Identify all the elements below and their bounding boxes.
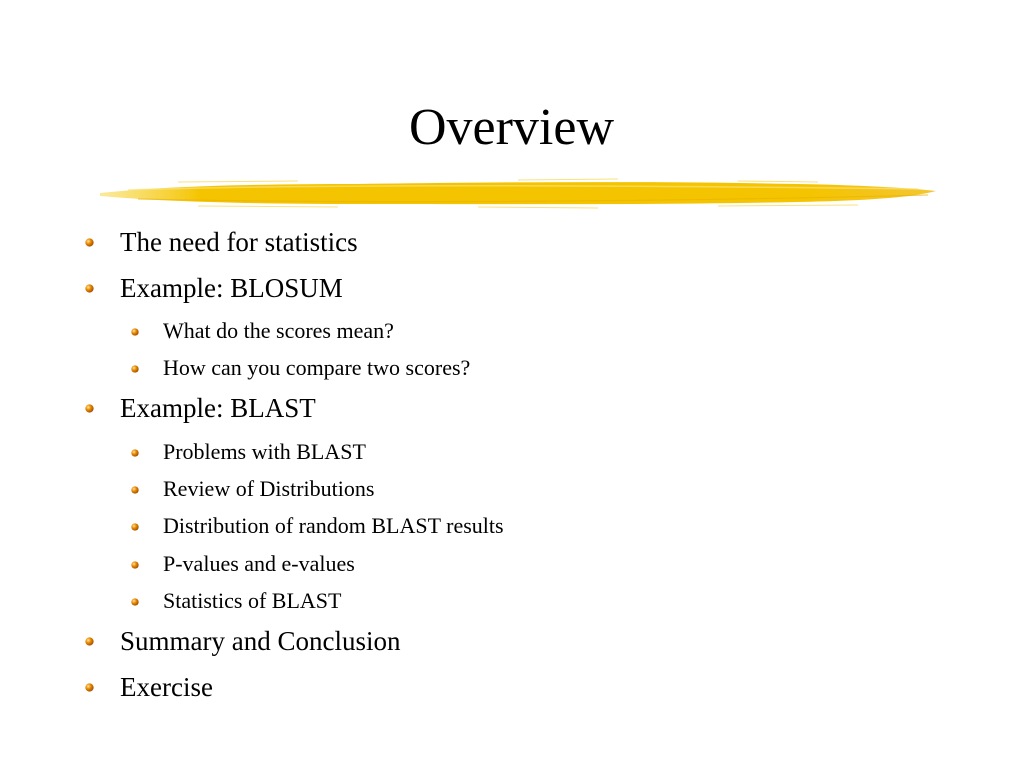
bullet-ball-icon (131, 486, 139, 494)
bullet-text: Summary and Conclusion (120, 626, 401, 656)
bullet-text: Distribution of random BLAST results (163, 513, 504, 538)
bullet-ball-icon (131, 328, 139, 336)
bullet-ball-icon (85, 238, 94, 247)
bullet-ball-icon (85, 284, 94, 293)
bullet-ball-icon (131, 365, 139, 373)
bullet-ball-icon (131, 449, 139, 457)
bullet-item (120, 393, 316, 423)
bullet-ball-icon (85, 637, 94, 646)
bullet-ball-icon (85, 683, 94, 692)
bullet-item (120, 626, 400, 656)
sub-bullet-item (163, 588, 341, 614)
bullet-item (120, 227, 358, 257)
bullet-item (120, 273, 343, 303)
bullet-ball-icon (131, 523, 139, 531)
bullet-text: Problems with BLAST (163, 439, 366, 464)
sub-bullet-item (163, 513, 504, 539)
bullet-text: Review of Distributions (163, 476, 375, 501)
bullet-text: Example: BLOSUM (120, 273, 343, 303)
bullet-text: How can you compare two scores? (163, 355, 471, 380)
bullet-text: P-values and e-values (163, 551, 355, 576)
sub-bullet-item (163, 439, 366, 465)
sub-bullet-item (163, 318, 394, 344)
sub-bullet-item (163, 355, 470, 381)
bullet-text: Exercise (120, 672, 213, 702)
sub-bullet-item (163, 551, 355, 577)
bullet-text: The need for statistics (120, 227, 358, 257)
bullet-ball-icon (85, 404, 94, 413)
slide-title: Overview (408, 99, 615, 156)
bullet-ball-icon (131, 598, 139, 606)
sub-bullet-item (163, 476, 374, 502)
bullet-item (120, 672, 213, 702)
bullet-text: What do the scores mean? (163, 318, 394, 343)
bullet-text: Example: BLAST (120, 393, 316, 423)
bullet-ball-icon (131, 561, 139, 569)
bullet-text: Statistics of BLAST (163, 588, 342, 613)
